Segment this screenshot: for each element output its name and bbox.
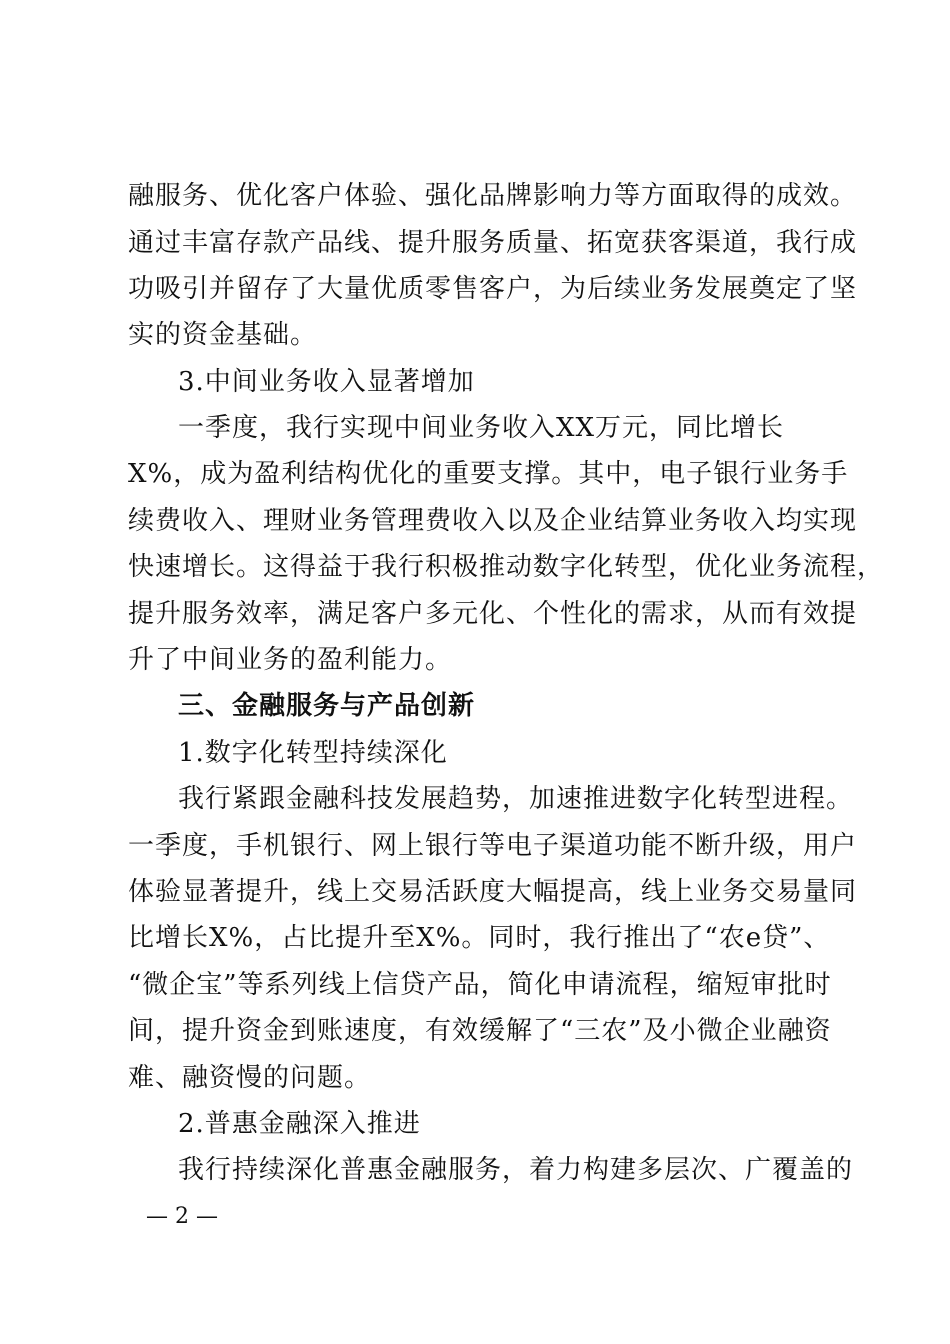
paragraph-line: 实的资金基础。 <box>128 320 318 350</box>
paragraph-line: 一季度，我行实现中间业务收入XX万元，同比增长 <box>178 413 785 443</box>
paragraph-line: 比增长X%，占比提升至X%。同时，我行推出了“农e贷”、 <box>128 923 831 953</box>
subsection-heading: 1.数字化转型持续深化 <box>178 738 448 768</box>
paragraph-line: 续费收入、理财业务管理费收入以及企业结算业务收入均实现 <box>128 506 858 536</box>
page-number: — 2 — <box>146 1204 218 1229</box>
paragraph-line: 难、融资慢的问题。 <box>128 1063 372 1093</box>
paragraph-line: 一季度，手机银行、网上银行等电子渠道功能不断升级，用户 <box>128 831 858 861</box>
paragraph-line: “微企宝”等系列线上信贷产品，简化申请流程，缩短审批时 <box>128 970 832 1000</box>
paragraph-line: X%，成为盈利结构优化的重要支撑。其中，电子银行业务手 <box>128 459 849 489</box>
subsection-heading: 3.中间业务收入显著增加 <box>178 367 475 397</box>
paragraph-line: 功吸引并留存了大量优质零售客户，为后续业务发展奠定了坚 <box>128 274 858 304</box>
subsection-heading: 2.普惠金融深入推进 <box>178 1109 421 1139</box>
paragraph-line: 体验显著提升，线上交易活跃度大幅提高，线上业务交易量同 <box>128 877 858 907</box>
paragraph-line: 我行紧跟金融科技发展趋势，加速推进数字化转型进程。 <box>178 784 854 814</box>
paragraph-line: 通过丰富存款产品线、提升服务质量、拓宽获客渠道，我行成 <box>128 228 858 258</box>
paragraph-line: 间，提升资金到账速度，有效缓解了“三农”及小微企业融资 <box>128 1016 832 1046</box>
paragraph-line: 我行持续深化普惠金融服务，着力构建多层次、广覆盖的 <box>178 1155 854 1185</box>
paragraph-line: 快速增长。这得益于我行积极推动数字化转型，优化业务流程， <box>128 552 885 582</box>
paragraph-line: 提升服务效率，满足客户多元化、个性化的需求，从而有效提 <box>128 599 858 629</box>
paragraph-line: 升了中间业务的盈利能力。 <box>128 645 453 675</box>
paragraph-line: 融服务、优化客户体验、强化品牌影响力等方面取得的成效。 <box>128 181 858 211</box>
section-heading: 三、金融服务与产品创新 <box>178 691 476 721</box>
